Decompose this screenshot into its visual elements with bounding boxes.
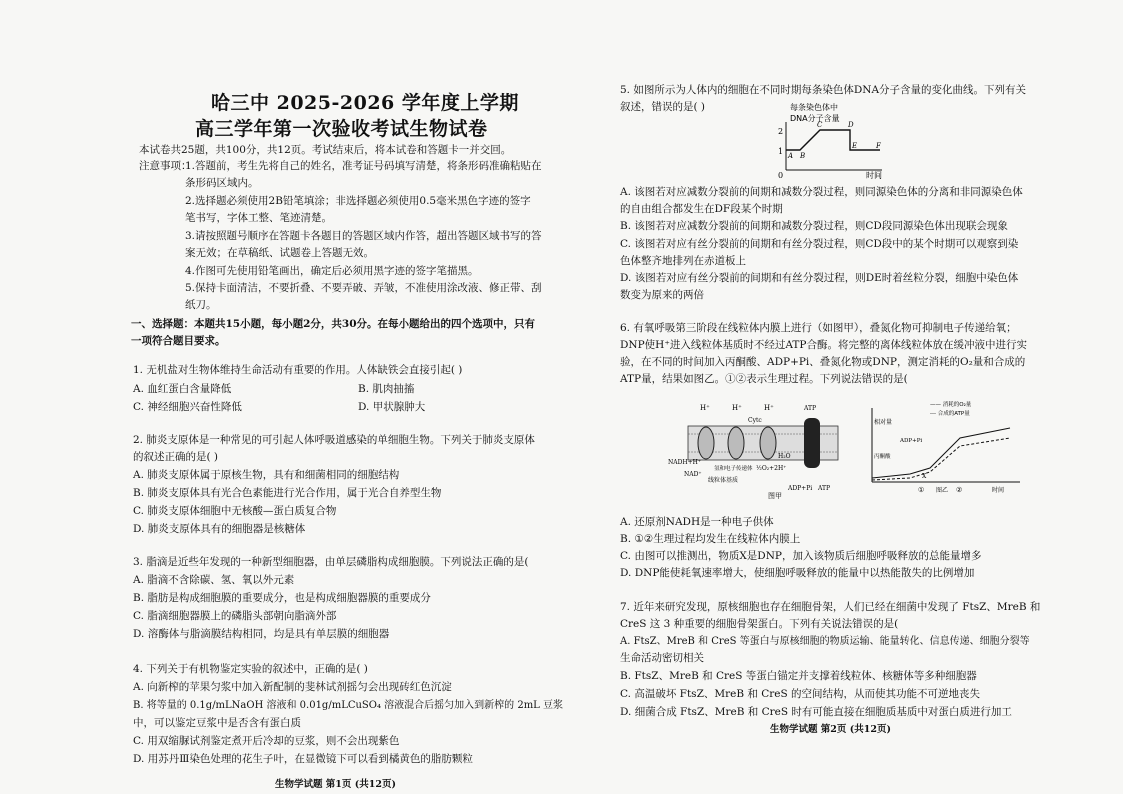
option-d: D. 肺炎支原体具有的细胞器是核糖体 (133, 523, 306, 535)
question-2-stem: 的叙述正确的是( ) (133, 451, 219, 463)
question-7-stem: CreS 这 3 种重要的细胞骨架蛋白。下列有关说法错误的是( (620, 618, 899, 630)
option-d: D. 溶酶体与脂滴膜结构相同，均是具有单层膜的细胞器 (133, 628, 390, 640)
option-a-cont: 的自由组合都发生在DF段某个时期 (620, 203, 783, 215)
option-b: B. 将等量的 0.1g/mLNaOH 溶液和 0.01g/mLCuSO₄ 溶液混合后摇匀加入到新榨的 2mL 豆浆 (133, 700, 563, 711)
legend-atp: --- 合成的ATP量 (930, 411, 970, 417)
question-7-stem: 7. 近年来研究发现，原核细胞也存在细胞骨架，人们已经在细菌中发现了 FtsZ、MreB 和 (620, 601, 1041, 613)
page-2 (620, 0, 1040, 794)
question-4-stem: 4. 下列关于有机物鉴定实验的叙述中，正确的是( ) (133, 663, 368, 675)
nadh-label: NADH+H⁺ (668, 459, 702, 466)
option-d: D. 该图若对应有丝分裂前的间期和有丝分裂过程，则DE时着丝粒分裂，细胞中染色体 (620, 272, 1019, 284)
x-label: 时间 (992, 487, 1005, 494)
intro-line: 本试卷共25题，共100分，共12页。考试结束后，将本试卷和答题卡一并交回。 (139, 144, 512, 156)
note-line: 3.请按照题号顺序在答题卡各题目的答题区域内作答，超出答题区域书写的答 (185, 230, 542, 242)
matrix-label: 线粒体基质 (708, 477, 739, 484)
graph-ylabel: DNA分子含量 (790, 114, 840, 123)
page-footer: 生物学试题 第2页 (共12页) (770, 724, 891, 735)
option-a: A. FtsZ、MreB 和 CreS 等蛋白与原核细胞的物质运输、能量转化、信息传递、细胞分裂等 (620, 636, 1030, 647)
process-1: ① (918, 486, 925, 494)
option-b: B. 肌肉抽搐 (358, 383, 415, 395)
option-a: A. 还原剂NADH是一种电子供体 (620, 516, 774, 528)
adp-label: ADP+Pi (788, 485, 813, 492)
option-b: B. ①②生理过程均发生在线粒体内膜上 (620, 533, 801, 545)
svg-text:B: B (800, 152, 806, 160)
note-line: 条形码区域内。 (185, 177, 259, 189)
mitochondria-membrane-diagram (668, 398, 848, 500)
origin: 0 (778, 171, 784, 180)
process-2: ② (956, 486, 963, 494)
question-3-stem: 3. 脂滴是近些年发现的一种新型细胞器，由单层磷脂构成细胞膜。下列说法正确的是( (133, 556, 529, 568)
option-a: A. 血红蛋白含量降低 (133, 383, 232, 395)
note-line: 案无效；在草稿纸、试题卷上答题无效。 (185, 247, 374, 259)
question-1-stem: 1. 无机盐对生物体维持生命活动有重要的作用。人体缺铁会直接引起( ) (133, 364, 463, 376)
option-a: A. 该图若对应减数分裂前的间期和减数分裂过程，则同源染色体的分离和非同源染色体 (620, 186, 1023, 198)
section-heading: 一项符合题目要求。 (131, 335, 226, 347)
o2-label: ½O₂+2H⁺ (756, 465, 787, 472)
question-5-stem: 5. 如图所示为人体内的细胞在不同时期每条染色体DNA分子含量的变化曲线。下列有关 (620, 84, 1027, 96)
dna-content-graph (770, 100, 890, 180)
atp-label: ATP (818, 485, 831, 492)
question-6-stem: 验，在不同的时间加入丙酮酸、ADP+Pi、叠氮化物或DNP，测定消耗的O₂量和合成的 (620, 356, 1026, 368)
note-line: 纸刀。 (185, 299, 217, 311)
oxygen-atp-graph (860, 398, 1030, 500)
option-b-cont: 中，可以鉴定豆浆中是否含有蛋白质 (133, 717, 301, 729)
figure-label-yi: 图乙 (936, 487, 949, 494)
question-6-stem: ATP量，结果如图乙。①②表示生理过程。下列说法错误的是( (620, 373, 908, 385)
y-tick-2: 2 (778, 127, 784, 136)
legend-o2: —— 消耗的O₂量 (930, 402, 972, 408)
exam-year-title: 哈三中 2025-2026 学年度上学期 (211, 92, 519, 114)
h-ion-label: H⁺ (764, 404, 774, 412)
y-tick-1: 1 (778, 147, 784, 156)
notes-title: 注意事项： (139, 160, 192, 172)
question-6-stem: DNP使H⁺进入线粒体基质时不经过ATP合酶。将完整的离体线粒体放在缓冲液中进行实 (620, 339, 1027, 351)
option-a: A. 肺炎支原体属于原核生物，具有和细菌相同的细胞结构 (133, 469, 400, 481)
option-b: B. 该图若对应减数分裂前的间期和减数分裂过程，则CD段同源染色体出现联会现象 (620, 220, 1008, 232)
y-label: 相对量 (874, 419, 893, 426)
option-c: C. 用双缩脲试剂鉴定煮开后冷却的豆浆，则不会出现紫色 (133, 735, 400, 747)
h-ion-label: H⁺ (732, 404, 742, 412)
svg-text:A: A (788, 152, 794, 160)
option-a: A. 脂滴不含除碳、氢、氧以外元素 (133, 574, 295, 586)
h2o-label: H₂O (778, 453, 791, 460)
option-b: B. 脂肪是构成细胞膜的重要成分，也是构成细胞器膜的重要成分 (133, 592, 431, 604)
note-line: 5.保持卡面清洁，不要折叠、不要弄破、弄皱，不准使用涂改液、修正带、刮 (185, 282, 542, 294)
option-c: C. 脂滴细胞器膜上的磷脂头部朝向脂滴外部 (133, 610, 337, 622)
add-pyruvate: 丙酮酸 (874, 454, 891, 460)
option-c-cont: 色体整齐地排列在赤道板上 (620, 255, 746, 267)
exam-title: 高三学年第一次验收考试生物试卷 (195, 118, 488, 140)
figure-label-jia: 图甲 (768, 492, 782, 500)
note-line: 笔书写，字体工整、笔迹清楚。 (185, 212, 332, 224)
option-d: D. 用苏丹Ⅲ染色处理的花生子叶，在显微镜下可以看到橘黄色的脂肪颗粒 (133, 753, 473, 765)
option-c: C. 肺炎支原体细胞中无核酸—蛋白质复合物 (133, 505, 337, 517)
option-a: A. 向新榨的苹果匀浆中加入新配制的斐林试剂摇匀会出现砖红色沉淀 (133, 681, 452, 693)
substance-x: X (922, 473, 927, 480)
section-heading: 一、选择题：本题共15小题，每小题2分，共30分。在每小题给出的四个选项中，只有 (131, 318, 536, 330)
question-5-stem: 叙述，错误的是( ) (620, 101, 706, 113)
note-line: 1.答题前，考生先将自己的姓名，准考证号码填写清楚，将条形码准确粘贴在 (185, 160, 542, 172)
option-b: B. 肺炎支原体具有光合色素能进行光合作用，属于光合自养型生物 (133, 487, 442, 499)
page-1 (115, 0, 563, 794)
nad-label: NAD⁺ (684, 471, 702, 478)
option-b: B. FtsZ、MreB 和 CreS 等蛋白锚定并支撑着线粒体、核糖体等多种细胞器 (620, 670, 977, 682)
graph-ylabel: 每条染色体中 (790, 103, 838, 112)
h-ion-label: H⁺ (700, 404, 710, 412)
note-line: 4.作图可先使用铅笔画出，确定后必须用黑字迹的签字笔描黑。 (185, 265, 479, 277)
option-d: D. 甲状腺肿大 (358, 401, 426, 413)
cytc-label: Cytc (748, 417, 762, 424)
option-c: C. 神经细胞兴奋性降低 (133, 401, 242, 413)
svg-text:F: F (876, 142, 881, 150)
note-line: 2.选择题必须使用2B铅笔填涂；非选择题必须使用0.5毫米黑色字迹的签字 (185, 195, 531, 207)
option-a-cont: 生命活动密切相关 (620, 652, 704, 664)
page-footer: 生物学试题 第1页 (共12页) (275, 779, 396, 790)
add-adp: ADP+Pi (900, 438, 923, 444)
question-2-stem: 2. 肺炎支原体是一种常见的可引起人体呼吸道感染的单细胞生物。下列关于肺炎支原体 (133, 434, 535, 446)
svg-text:C: C (817, 121, 823, 129)
carrier-label: 氢和电子传递体 (714, 466, 753, 472)
question-6-stem: 6. 有氧呼吸第三阶段在线粒体内膜上进行（如图甲），叠氮化物可抑制电子传递给氧； (620, 322, 1017, 334)
option-d: D. 细菌合成 FtsZ、MreB 和 CreS 时有可能直接在细胞质基质中对蛋白质进行加工 (620, 706, 1012, 718)
option-d: D. DNP能使耗氧速率增大，使细胞呼吸释放的能量中以热能散失的比例增加 (620, 567, 975, 579)
svg-text:D: D (848, 121, 854, 129)
x-label: 时间 (866, 171, 882, 180)
option-c: C. 该图若对应有丝分裂前的间期和有丝分裂过程，则CD段中的某个时期可以观察到染 (620, 238, 1019, 250)
atp-label: ATP (804, 405, 817, 412)
svg-text:E: E (852, 142, 858, 150)
option-d-cont: 数变为原来的两倍 (620, 289, 704, 301)
option-c: C. 高温破坏 FtsZ、MreB 和 CreS 的空间结构，从而使其功能不可逆地丧失 (620, 688, 981, 700)
option-c: C. 由图可以推测出，物质X是DNP，加入该物质后细胞呼吸释放的总能量增多 (620, 550, 982, 562)
